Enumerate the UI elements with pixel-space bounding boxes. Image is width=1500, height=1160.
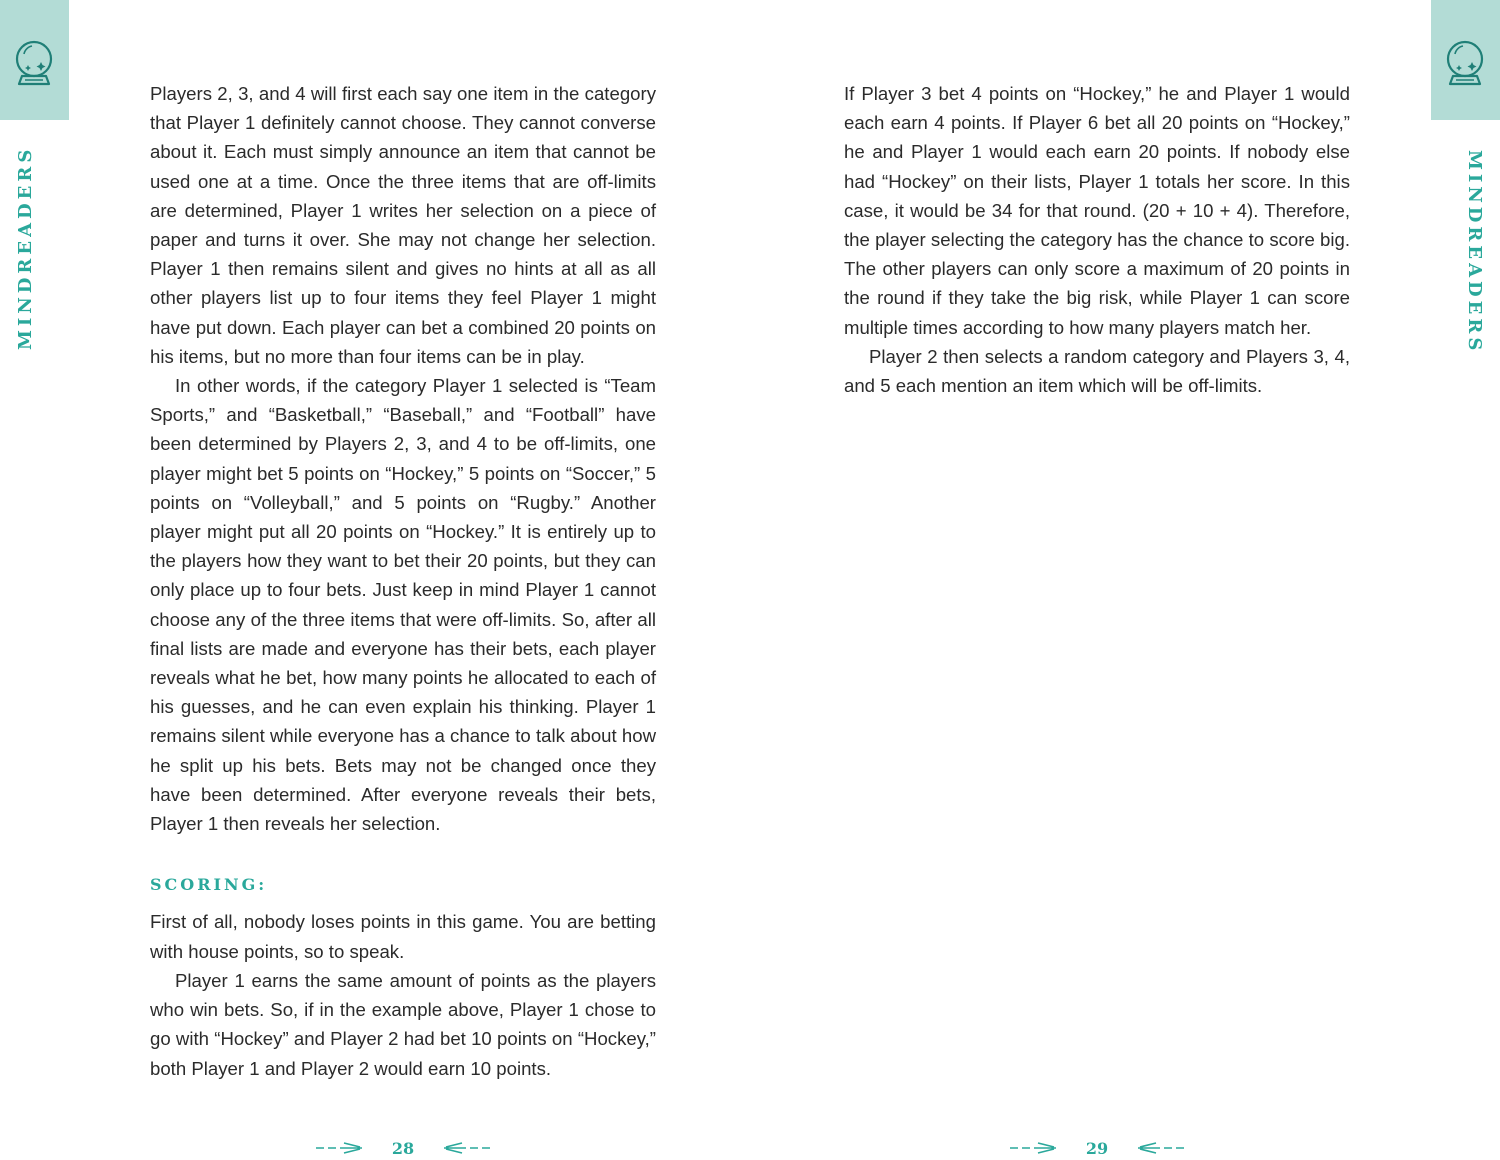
paragraph: Player 2 then selects a random category and Players 3, 4, and 5 each mention an item which will be off-limits. bbox=[844, 345, 1350, 397]
paragraph: If Player 3 bet 4 points on “Hockey,” he and Player 1 would each earn 4 points. If Player 6 bet all 20 points on “Hockey,” he and Player 1 would each earn 20 points. If nobody else had “Hockey” on their lists, Player 1 totals her score. In this case, it would be 34 for that round. (20 + 10 + 4). Therefore, the player selecting the category has the chance to score big. The other players can only score a maximum of 20 points in the round if they take the big risk, while Player 1 can score multiple times according to how many players match her. bbox=[844, 83, 1350, 338]
ornament-left-icon bbox=[1008, 1141, 1058, 1155]
page-number: 28 bbox=[391, 1138, 415, 1158]
section-heading: SCORING: bbox=[150, 875, 268, 895]
chapter-tab bbox=[1431, 0, 1500, 120]
body-text bbox=[150, 79, 656, 1083]
page-footer bbox=[997, 1136, 1197, 1160]
crystal-ball-icon bbox=[1443, 38, 1487, 92]
ornament-right-icon bbox=[442, 1141, 492, 1155]
paragraph: First of all, nobody loses points in this game. You are betting with house points, so to speak. bbox=[150, 911, 656, 962]
right-page bbox=[750, 0, 1500, 1158]
chapter-tab bbox=[0, 0, 69, 120]
running-header: MINDREADERS bbox=[15, 145, 36, 350]
crystal-ball-icon bbox=[12, 38, 56, 92]
left-page bbox=[0, 0, 750, 1158]
ornament-left-icon bbox=[314, 1141, 364, 1155]
page-number: 29 bbox=[1085, 1138, 1109, 1158]
ornament-right-icon bbox=[1136, 1141, 1186, 1155]
page-footer bbox=[303, 1136, 503, 1160]
running-header: MINDREADERS bbox=[1464, 150, 1485, 355]
body-text bbox=[844, 79, 1350, 400]
paragraph: In other words, if the category Player 1 selected is “Team Sports,” and “Basketball,” “Baseball,” and “Football” have been determined by Players 2, 3, and 4 to be off-limits, one player might bet 5 points on “Hockey,” 5 points on “Soccer,” 5 points on “Volleyball,” and 5 points on “Rugby.” Another player might put all 20 points on “Hockey.” It is entirely up to the players how they want to bet their 20 points, but they can only place up to four bets. Just keep in mind Player 1 cannot choose any of the three items that were off-limits. So, after all final lists are made and everyone has their bets, each player reveals what he bet, how many points he allocated to each of his guesses, and he can even explain his thinking. Player 1 remains silent while everyone has a chance to talk about how he split up his bets. Bets may not be changed once they have been determined. After everyone reveals their bets, Player 1 then reveals her selection. bbox=[150, 375, 656, 835]
paragraph: Player 1 earns the same amount of points as the players who win bets. So, if in the example above, Player 1 chose to go with “Hockey” and Player 2 had bet 10 points on “Hockey,” both Player 1 and Player 2 would earn 10 points. bbox=[150, 969, 656, 1079]
paragraph: Players 2, 3, and 4 will first each say one item in the category that Player 1 definitely cannot choose. They cannot converse about it. Each must simply announce an item that cannot be used one at a time. Once the three items that are off-limits are determined, Player 1 writes her selection on a piece of paper and turns it over. She may not change her selection. Player 1 then remains silent and gives no hints at all as all other players list up to four items they feel Player 1 might have put down. Each player can bet a combined 20 points on his items, but no more than four items can be in play. bbox=[150, 83, 656, 367]
